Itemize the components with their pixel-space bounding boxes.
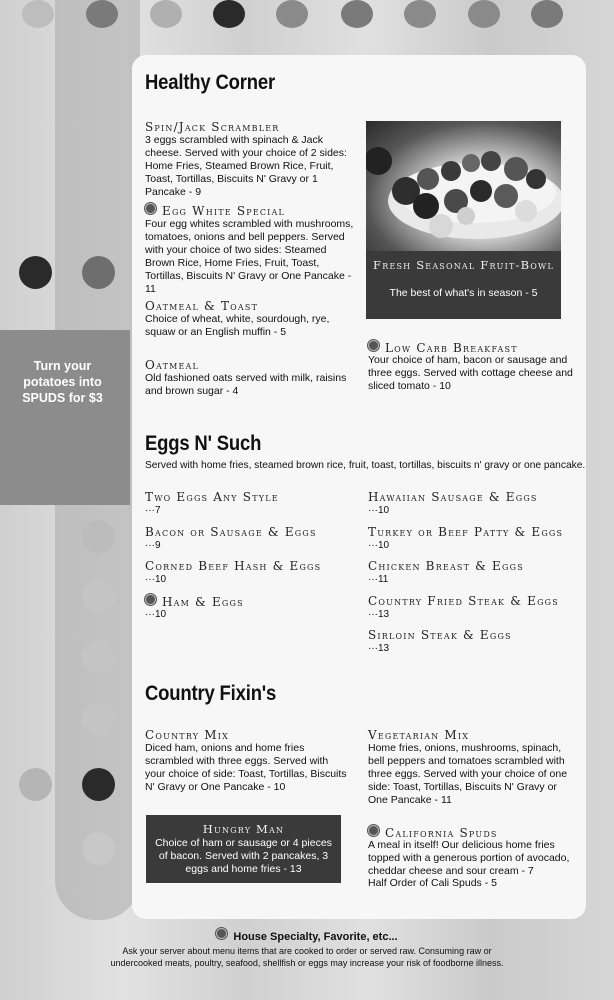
item-title-eggs-left: Corned Beef Hash & Eggs bbox=[145, 559, 322, 573]
item-desc-hungryman: Choice of ham or sausage or 4 pieces of bacon. Served with 2 pancakes, 3 eggs and home fries - 13 bbox=[155, 837, 332, 875]
item-title-eggwhite bbox=[145, 203, 285, 218]
decorative-dot bbox=[82, 640, 115, 673]
item-desc-oattoast: Choice of wheat, white, sourdough, rye, squaw or an English muffin - 5 bbox=[145, 313, 330, 338]
decorative-dot bbox=[213, 0, 245, 28]
hungry-man-box bbox=[146, 815, 341, 883]
item-title-fruitbowl: Fresh Seasonal Fruit-Bowl bbox=[373, 258, 554, 272]
item-title-eggs-left: Two Eggs Any Style bbox=[145, 490, 279, 504]
item-title-vegetarian: Vegetarian Mix bbox=[368, 728, 470, 742]
item-desc-vegetarian: Home fries, onions, mushrooms, spinach, bell peppers and tomatoes scrambled with three eggs. Served with your choice of one side: Toast, Tortillas, Biscuits N' Gravy or One Pancake - 11 bbox=[368, 742, 568, 806]
decorative-dot bbox=[82, 832, 115, 865]
item-desc-spinjack: 3 eggs scrambled with spinach & Jack cheese. Served with your choice of 2 sides: Home Fries, Steamed Brown Rice, Fruit, Toast, Tortillas, Biscuits N' Gravy or 1 Pancake - 9 bbox=[145, 134, 347, 198]
item-desc-countrymix: Diced ham, onions and home fries scrambled with three eggs. Served with your choice of side: Toast, Tortillas, Biscuits N' Gravy or One Pancake - 10 bbox=[145, 742, 347, 793]
item-price-eggs-right: ···11 bbox=[368, 574, 389, 585]
decorative-dot bbox=[150, 0, 182, 28]
item-title-eggs-right: Hawaiian Sausage & Eggs bbox=[368, 490, 538, 504]
footer-notice: Ask your server about menu items that are cooked to order or served raw. Consuming raw or undercooked meats, poultry, seafood, shellfish or eggs may increase your risk of foodborne illness. bbox=[110, 946, 504, 968]
decorative-dot bbox=[82, 580, 115, 613]
decorative-dot bbox=[531, 0, 563, 28]
decorative-dot bbox=[86, 0, 118, 28]
item-title-calispuds bbox=[368, 825, 498, 840]
fruit-bowl-image bbox=[366, 121, 561, 251]
item-price-eggs-left: ···10 bbox=[145, 574, 167, 585]
item-price-eggs-left: ···9 bbox=[145, 540, 161, 551]
item-price-eggs-left: ···10 bbox=[145, 609, 167, 620]
item-price-eggs-right: ···10 bbox=[368, 505, 390, 516]
section-heading-eggs: Eggs N' Such bbox=[145, 432, 262, 455]
footer-legend-text: House Specialty, Favorite, etc... bbox=[233, 931, 398, 943]
decorative-dot bbox=[404, 0, 436, 28]
decorative-dot bbox=[468, 0, 500, 28]
item-title-eggs-left-text: Ham & Eggs bbox=[162, 595, 244, 609]
house-specialty-icon bbox=[216, 928, 227, 939]
house-specialty-icon bbox=[368, 825, 379, 836]
item-title-spinjack: Spin/Jack Scrambler bbox=[145, 120, 280, 134]
section-heading-healthy: Healthy Corner bbox=[145, 71, 276, 94]
decorative-dot bbox=[19, 256, 52, 289]
item-title-eggwhite-text: Egg White Special bbox=[162, 204, 286, 218]
item-desc-eggwhite: Four egg whites scrambled with mushrooms, tomatoes, onions and bell peppers. Served with your choice of two sides: Steamed Brown Rice, Home Fries, Fruit, Toast, Tortillas, Biscuits N' Gravy or One Pancake - 11 bbox=[145, 218, 354, 295]
item-title-eggs-right: Chicken Breast & Eggs bbox=[368, 559, 524, 573]
item-title-calispuds-text: California Spuds bbox=[385, 826, 498, 840]
section-heading-country: Country Fixin's bbox=[145, 682, 277, 705]
item-desc-calispuds: A meal in itself! Our delicious home fries topped with a generous portion of avocado, cheddar cheese and sour cream - 7 bbox=[368, 839, 570, 877]
item-title-countrymix: Country Mix bbox=[145, 728, 230, 742]
house-specialty-icon bbox=[145, 203, 156, 214]
item-desc-calispuds-half: Half Order of Cali Spuds - 5 bbox=[368, 877, 497, 889]
footer bbox=[0, 928, 614, 969]
decorative-dot bbox=[19, 768, 52, 801]
item-price-eggs-right: ···10 bbox=[368, 540, 390, 551]
item-title-lowcarb-text: Low Carb Breakfast bbox=[385, 341, 518, 355]
item-price-eggs-right: ···13 bbox=[368, 609, 390, 620]
decorative-dot bbox=[22, 0, 54, 28]
decorative-dot bbox=[82, 703, 115, 736]
item-price-eggs-right: ···13 bbox=[368, 643, 390, 654]
spuds-promo-text: Turn your potatoes into SPUDS for $3 bbox=[22, 359, 103, 405]
house-specialty-icon bbox=[368, 340, 379, 351]
item-title-lowcarb bbox=[368, 340, 518, 355]
item-price-eggs-left: ···7 bbox=[145, 505, 161, 516]
item-title-eggs-left: Bacon or Sausage & Eggs bbox=[145, 525, 317, 539]
item-title-hungryman: Hungry Man bbox=[202, 822, 285, 836]
item-title-eggs-right: Turkey or Beef Patty & Eggs bbox=[368, 525, 564, 539]
decorative-dot bbox=[276, 0, 308, 28]
item-title-eggs-right: Sirloin Steak & Eggs bbox=[368, 628, 512, 642]
item-title-eggs-left bbox=[145, 594, 244, 609]
item-title-oatmeal: Oatmeal bbox=[145, 358, 200, 372]
footer-legend bbox=[0, 928, 614, 943]
item-title-eggs-right: Country Fried Steak & Eggs bbox=[368, 594, 559, 608]
house-specialty-icon bbox=[145, 594, 156, 605]
decorative-dot bbox=[82, 520, 115, 553]
decorative-dot bbox=[82, 768, 115, 801]
item-title-oattoast: Oatmeal & Toast bbox=[145, 299, 259, 313]
fruit-bowl-photo-box bbox=[366, 121, 561, 319]
item-desc-lowcarb: Your choice of ham, bacon or sausage and three eggs. Served with cottage cheese and sliced tomato - 10 bbox=[368, 354, 573, 392]
spuds-promo-box bbox=[0, 330, 130, 505]
decorative-dot bbox=[82, 256, 115, 289]
item-desc-oatmeal: Old fashioned oats served with milk, raisins and brown sugar - 4 bbox=[145, 372, 347, 397]
item-desc-fruitbowl: The best of what's in season - 5 bbox=[389, 287, 538, 299]
decorative-dot bbox=[341, 0, 373, 28]
eggs-intro: Served with home fries, steamed brown rice, fruit, toast, tortillas, biscuits n' gravy or one pancake. bbox=[145, 460, 586, 471]
